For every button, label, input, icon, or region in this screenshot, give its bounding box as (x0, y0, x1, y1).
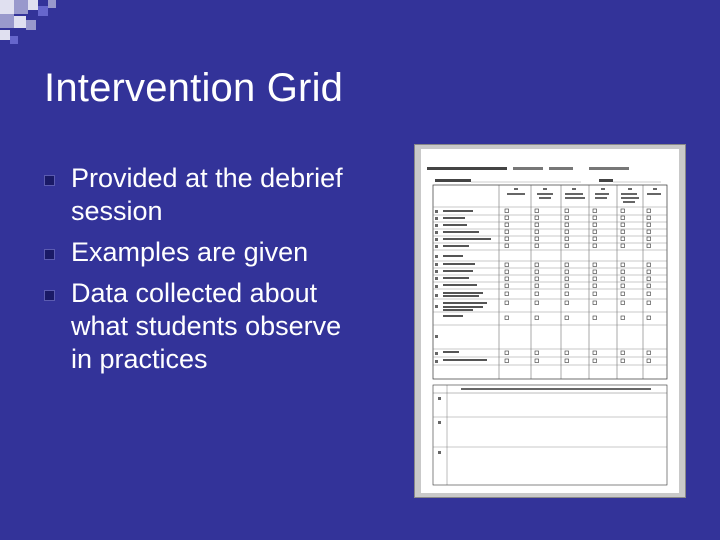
document-thumbnail-drawing (421, 149, 679, 493)
bullet-item (44, 236, 344, 269)
bullet-square-icon (44, 290, 55, 301)
intervention-grid-document-image (414, 144, 686, 498)
slide-title: Intervention Grid (44, 66, 344, 110)
bullet-text: Provided at the debrief session (71, 163, 343, 226)
document-page (421, 149, 679, 493)
bullet-item (44, 277, 344, 376)
bullet-square-icon (44, 175, 55, 186)
bullet-text: Examples are given (71, 237, 309, 267)
bullet-square-icon (44, 249, 55, 260)
bullet-text: Data collected about what students observe in practices (71, 278, 342, 374)
bullet-item (44, 162, 344, 228)
bullet-list (44, 162, 344, 384)
